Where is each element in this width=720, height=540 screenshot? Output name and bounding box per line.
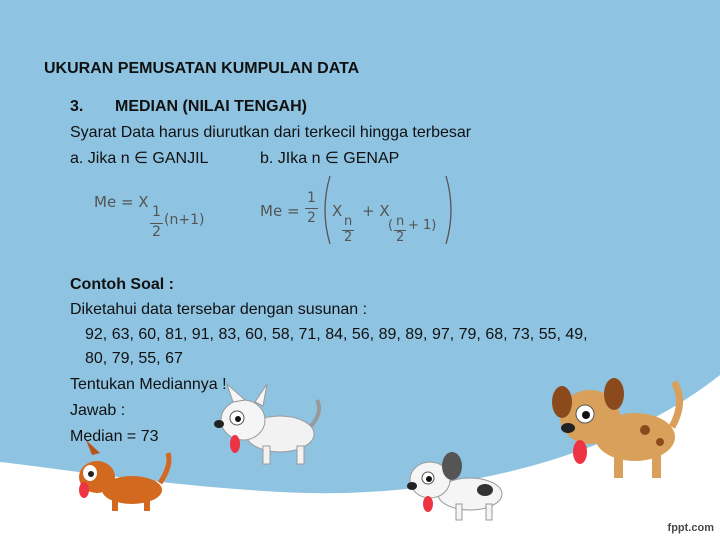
formula-odd-tail: (n+1)	[164, 212, 205, 228]
formula-even-x1: X	[332, 202, 343, 220]
formula-even-lhs: Me =	[260, 202, 300, 220]
formula-even-outer-numerator: 1	[307, 190, 316, 206]
answer-text: Median = 73	[70, 428, 159, 445]
formula-odd-lhs: Me = X	[94, 193, 149, 211]
formula-even-x2-numerator: n	[396, 214, 405, 229]
question-text: Tentukan Mediannya !	[70, 376, 227, 393]
data-line-2: 80, 79, 55, 67	[85, 350, 183, 367]
left-paren-icon	[318, 174, 332, 246]
case-a-label: a. Jika n ∈ GANJIL	[70, 150, 209, 167]
answer-label: Jawab :	[70, 402, 126, 419]
formula-even	[260, 174, 460, 246]
example-intro: Diketahui data tersebar dengan susunan :	[70, 301, 368, 318]
requirement-text: Syarat Data harus diurutkan dari terkecil hingga terbesar	[70, 124, 472, 141]
formula-even-outer-fraction-bar	[305, 208, 318, 209]
formula-even-outer-denominator: 2	[307, 210, 316, 226]
formula-even-plus-x: + X	[362, 202, 390, 220]
formula-even-x2-open: (	[388, 218, 394, 233]
formula-odd-numerator: 1	[152, 204, 161, 220]
white-dog-illustration	[205, 382, 325, 472]
section-number: 3.	[70, 98, 84, 115]
section-title: MEDIAN (NILAI TENGAH)	[115, 98, 307, 115]
formula-even-x1-numerator: n	[344, 214, 353, 229]
formula-odd-denominator: 2	[152, 224, 161, 240]
formula-odd	[94, 190, 234, 250]
small-dog-illustration	[72, 435, 182, 515]
formula-even-x2-tail: + 1)	[408, 218, 437, 233]
right-paren-icon	[444, 174, 458, 246]
slide-title: UKURAN PEMUSATAN KUMPULAN DATA	[44, 60, 360, 77]
data-line-1: 92, 63, 60, 81, 91, 83, 60, 58, 71, 84, 56, 89, 89, 97, 79, 68, 73, 55, 49,	[85, 326, 588, 343]
spotted-dog-illustration	[400, 448, 520, 528]
brown-dog-illustration	[540, 372, 690, 497]
formula-even-x1-denominator: 2	[344, 230, 353, 245]
example-heading: Contoh Soal :	[70, 276, 174, 293]
formula-even-x2-denominator: 2	[396, 230, 405, 245]
case-b-label: b. JIka n ∈ GENAP	[260, 150, 400, 167]
brand-watermark: fppt.com	[667, 522, 714, 534]
